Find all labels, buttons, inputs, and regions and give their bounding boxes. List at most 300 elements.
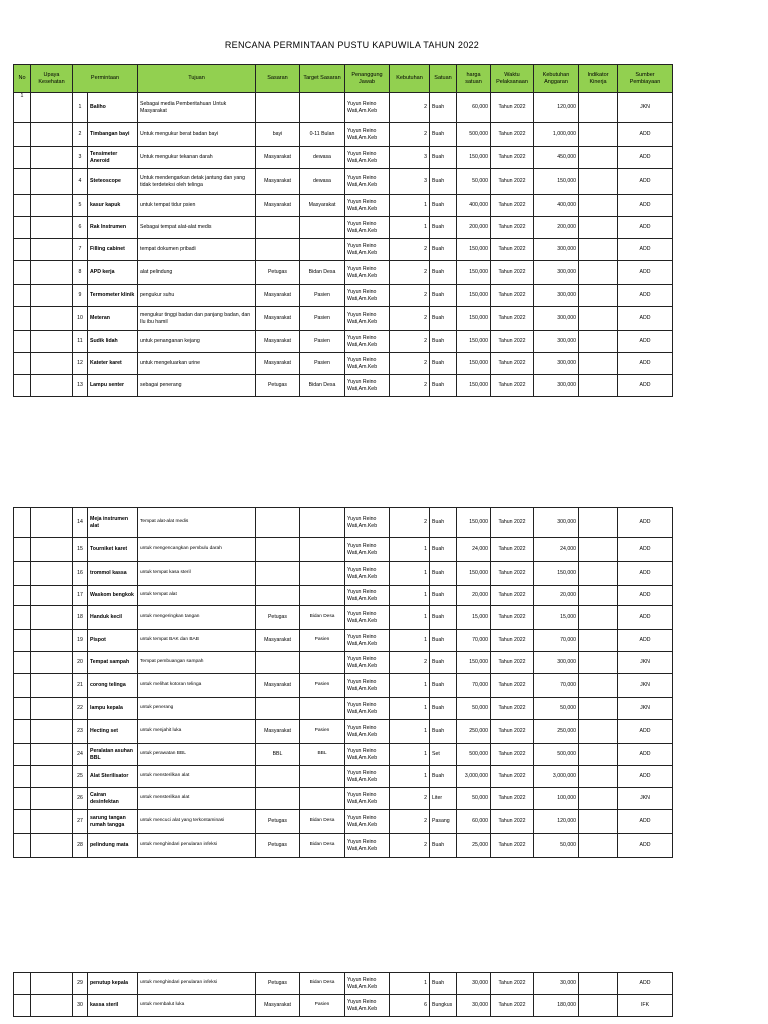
item-name: Cairan desinfektan <box>88 788 138 810</box>
unit: Buah <box>430 674 457 698</box>
funding-source: JKN <box>618 788 673 810</box>
unit: Bungkus <box>430 995 457 1017</box>
unit-price: 60,000 <box>457 93 491 123</box>
implementation-time: Tahun 2022 <box>491 834 534 858</box>
item-index: 23 <box>73 720 88 744</box>
budget: 120,000 <box>534 810 579 834</box>
table-row <box>14 195 673 217</box>
implementation-time: Tahun 2022 <box>491 538 534 562</box>
funding-source: ADD <box>618 744 673 766</box>
performance-indicator <box>579 562 618 586</box>
item-name: Timbangan bayi <box>88 123 138 147</box>
implementation-time: Tahun 2022 <box>491 331 534 353</box>
upaya-kesehatan <box>31 217 73 239</box>
target-detail: Bidan Desa <box>300 810 345 834</box>
implementation-time: Tahun 2022 <box>491 195 534 217</box>
funding-source: ADD <box>618 307 673 331</box>
header-performance-indicator: Indikator Kinerja <box>579 65 618 93</box>
implementation-time: Tahun 2022 <box>491 652 534 674</box>
target-group: Masyarakat <box>256 147 300 169</box>
item-index: 20 <box>73 652 88 674</box>
upaya-kesehatan <box>31 744 73 766</box>
purpose: untuk menghindari penularan infeksi <box>138 834 256 858</box>
target-detail: Pasien <box>300 353 345 375</box>
table-row <box>14 169 673 195</box>
item-index: 29 <box>73 973 88 995</box>
funding-source: ADD <box>618 834 673 858</box>
item-name: trommol kassa <box>88 562 138 586</box>
header-upaya-kesehatan: Upaya Kesehatan <box>31 65 73 93</box>
item-name: Waskom bengkok <box>88 586 138 606</box>
target-detail: 0-11 Bulan <box>300 123 345 147</box>
target-group <box>256 766 300 788</box>
upaya-kesehatan <box>31 720 73 744</box>
implementation-time: Tahun 2022 <box>491 788 534 810</box>
funding-source: ADD <box>618 239 673 261</box>
upaya-kesehatan <box>31 674 73 698</box>
quantity: 1 <box>390 562 430 586</box>
performance-indicator <box>579 606 618 630</box>
funding-source: ADD <box>618 810 673 834</box>
performance-indicator <box>579 239 618 261</box>
row-number <box>14 217 31 239</box>
table-header-row <box>14 65 673 93</box>
quantity: 6 <box>390 995 430 1017</box>
upaya-kesehatan <box>31 169 73 195</box>
quantity: 2 <box>390 123 430 147</box>
purpose: tempat dokumen pribadi <box>138 239 256 261</box>
row-number <box>14 788 31 810</box>
target-group: Petugas <box>256 810 300 834</box>
item-index: 21 <box>73 674 88 698</box>
row-number <box>14 147 31 169</box>
quantity: 2 <box>390 810 430 834</box>
funding-source: ADD <box>618 586 673 606</box>
item-name: Meja instrumen alat <box>88 508 138 538</box>
target-detail: dewasa <box>300 147 345 169</box>
unit-price: 150,000 <box>457 239 491 261</box>
target-group: Masyarakat <box>256 307 300 331</box>
quantity: 2 <box>390 239 430 261</box>
target-group: Masyarakat <box>256 195 300 217</box>
item-index: 11 <box>73 331 88 353</box>
budget: 180,000 <box>534 995 579 1017</box>
purpose: untuk membalut luka <box>138 995 256 1017</box>
purpose: sebagai penerang <box>138 375 256 397</box>
purpose: untuk mengeluarkan urine <box>138 353 256 375</box>
header-purpose: Tujuan <box>138 65 256 93</box>
upaya-kesehatan <box>31 834 73 858</box>
target-detail: BBL <box>300 744 345 766</box>
target-detail: Pasien <box>300 331 345 353</box>
upaya-kesehatan <box>31 261 73 285</box>
unit: Liter <box>430 788 457 810</box>
funding-source: JKN <box>618 698 673 720</box>
performance-indicator <box>579 123 618 147</box>
unit-price: 150,000 <box>457 375 491 397</box>
funding-source: ADD <box>618 630 673 652</box>
row-number <box>14 307 31 331</box>
table-row <box>14 375 673 397</box>
purpose: untuk mengeringkan tangan <box>138 606 256 630</box>
quantity: 2 <box>390 93 430 123</box>
item-index: 19 <box>73 630 88 652</box>
target-group: Petugas <box>256 261 300 285</box>
table-row <box>14 353 673 375</box>
purpose: Untuk mendengarkan detak jantung dan yang tidak terdeteksi oleh telinga <box>138 169 256 195</box>
table-row <box>14 123 673 147</box>
row-number <box>14 720 31 744</box>
unit-price: 400,000 <box>457 195 491 217</box>
item-index: 4 <box>73 169 88 195</box>
performance-indicator <box>579 744 618 766</box>
row-number: 1 <box>14 93 31 123</box>
quantity: 1 <box>390 698 430 720</box>
target-detail <box>300 508 345 538</box>
row-number <box>14 586 31 606</box>
person-in-charge: Yuyun Reino Wati,Am.Keb <box>345 788 390 810</box>
implementation-time: Tahun 2022 <box>491 586 534 606</box>
performance-indicator <box>579 195 618 217</box>
implementation-time: Tahun 2022 <box>491 261 534 285</box>
quantity: 1 <box>390 586 430 606</box>
implementation-time: Tahun 2022 <box>491 810 534 834</box>
unit-price: 500,000 <box>457 123 491 147</box>
quantity: 2 <box>390 652 430 674</box>
table-row <box>14 586 673 606</box>
implementation-time: Tahun 2022 <box>491 744 534 766</box>
unit-price: 150,000 <box>457 261 491 285</box>
header-item-name: Permintaan <box>73 65 138 93</box>
unit: Buah <box>430 698 457 720</box>
table-row <box>14 217 673 239</box>
budget: 100,000 <box>534 788 579 810</box>
table-row <box>14 744 673 766</box>
header-unit: Satuan <box>430 65 457 93</box>
quantity: 2 <box>390 353 430 375</box>
target-group <box>256 93 300 123</box>
item-index: 30 <box>73 995 88 1017</box>
row-number <box>14 169 31 195</box>
table-row <box>14 147 673 169</box>
performance-indicator <box>579 538 618 562</box>
purpose: untuk mencuci alat yang terkontaminasi <box>138 810 256 834</box>
unit: Buah <box>430 195 457 217</box>
quantity: 3 <box>390 147 430 169</box>
unit: Buah <box>430 720 457 744</box>
budget: 250,000 <box>534 720 579 744</box>
unit: Buah <box>430 834 457 858</box>
item-index: 15 <box>73 538 88 562</box>
row-number <box>14 353 31 375</box>
performance-indicator <box>579 995 618 1017</box>
item-index: 17 <box>73 586 88 606</box>
table-row <box>14 973 673 995</box>
person-in-charge: Yuyun Reino Wati,Am.Keb <box>345 973 390 995</box>
performance-indicator <box>579 652 618 674</box>
unit: Buah <box>430 508 457 538</box>
implementation-time: Tahun 2022 <box>491 285 534 307</box>
budget: 300,000 <box>534 353 579 375</box>
person-in-charge: Yuyun Reino Wati,Am.Keb <box>345 674 390 698</box>
header-funding-source: Sumber Pembiayaan <box>618 65 673 93</box>
quantity: 1 <box>390 720 430 744</box>
target-detail: Bidan Desa <box>300 606 345 630</box>
item-name: Tensimeter Aneroid <box>88 147 138 169</box>
person-in-charge: Yuyun Reino Wati,Am.Keb <box>345 261 390 285</box>
target-group: Masyarakat <box>256 995 300 1017</box>
upaya-kesehatan <box>31 195 73 217</box>
unit-price: 50,000 <box>457 788 491 810</box>
target-detail <box>300 217 345 239</box>
item-name: Meteran <box>88 307 138 331</box>
purpose: Untuk mengukur tekanan darah <box>138 147 256 169</box>
item-index: 26 <box>73 788 88 810</box>
performance-indicator <box>579 698 618 720</box>
budget: 150,000 <box>534 169 579 195</box>
budget: 30,000 <box>534 973 579 995</box>
target-group: Petugas <box>256 606 300 630</box>
funding-source: ADD <box>618 195 673 217</box>
unit-price: 30,000 <box>457 995 491 1017</box>
upaya-kesehatan <box>31 285 73 307</box>
item-name: corong telinga <box>88 674 138 698</box>
target-group: Masyarakat <box>256 285 300 307</box>
performance-indicator <box>579 508 618 538</box>
unit-price: 60,000 <box>457 810 491 834</box>
quantity: 1 <box>390 606 430 630</box>
person-in-charge: Yuyun Reino Wati,Am.Keb <box>345 217 390 239</box>
implementation-time: Tahun 2022 <box>491 375 534 397</box>
budget: 24,000 <box>534 538 579 562</box>
quantity: 2 <box>390 307 430 331</box>
unit-price: 150,000 <box>457 285 491 307</box>
quantity: 1 <box>390 195 430 217</box>
implementation-time: Tahun 2022 <box>491 217 534 239</box>
performance-indicator <box>579 375 618 397</box>
unit-price: 150,000 <box>457 562 491 586</box>
person-in-charge: Yuyun Reino Wati,Am.Keb <box>345 630 390 652</box>
row-number <box>14 674 31 698</box>
quantity: 2 <box>390 834 430 858</box>
unit-price: 70,000 <box>457 674 491 698</box>
item-name: Termometer klinik <box>88 285 138 307</box>
person-in-charge: Yuyun Reino Wati,Am.Keb <box>345 285 390 307</box>
target-group: Masyarakat <box>256 331 300 353</box>
purpose: untuk mensterilkan alat <box>138 766 256 788</box>
quantity: 2 <box>390 375 430 397</box>
purpose: pengukur suhu <box>138 285 256 307</box>
performance-indicator <box>579 586 618 606</box>
item-name: Handuk kecil <box>88 606 138 630</box>
target-detail <box>300 652 345 674</box>
implementation-time: Tahun 2022 <box>491 630 534 652</box>
table-row <box>14 834 673 858</box>
funding-source: ADD <box>618 720 673 744</box>
budget: 70,000 <box>534 630 579 652</box>
funding-source: IFK <box>618 995 673 1017</box>
row-number <box>14 834 31 858</box>
unit: Buah <box>430 307 457 331</box>
person-in-charge: Yuyun Reino Wati,Am.Keb <box>345 123 390 147</box>
target-group <box>256 239 300 261</box>
budget: 1,000,000 <box>534 123 579 147</box>
item-index: 1 <box>73 93 88 123</box>
purpose: mengukur tinggi badan dan panjang badan, dan Ilu ibu hamil <box>138 307 256 331</box>
target-group: BBL <box>256 744 300 766</box>
performance-indicator <box>579 834 618 858</box>
performance-indicator <box>579 307 618 331</box>
table-row <box>14 562 673 586</box>
performance-indicator <box>579 630 618 652</box>
unit-price: 250,000 <box>457 720 491 744</box>
quantity: 2 <box>390 285 430 307</box>
purpose: untuk menghindari penularan infeksi <box>138 973 256 995</box>
target-group <box>256 508 300 538</box>
target-detail: Pasien <box>300 285 345 307</box>
person-in-charge: Yuyun Reino Wati,Am.Keb <box>345 169 390 195</box>
target-group: Petugas <box>256 973 300 995</box>
item-index: 10 <box>73 307 88 331</box>
purpose: untuk penanganan kejang <box>138 331 256 353</box>
target-group <box>256 562 300 586</box>
item-index: 2 <box>73 123 88 147</box>
budget: 3,000,000 <box>534 766 579 788</box>
upaya-kesehatan <box>31 93 73 123</box>
purpose: untuk tempat alat <box>138 586 256 606</box>
upaya-kesehatan <box>31 652 73 674</box>
unit-price: 200,000 <box>457 217 491 239</box>
quantity: 1 <box>390 766 430 788</box>
implementation-time: Tahun 2022 <box>491 239 534 261</box>
upaya-kesehatan <box>31 586 73 606</box>
header-target-group: Sasaran <box>256 65 300 93</box>
performance-indicator <box>579 674 618 698</box>
item-name: Hecting set <box>88 720 138 744</box>
budget: 450,000 <box>534 147 579 169</box>
implementation-time: Tahun 2022 <box>491 720 534 744</box>
table-row <box>14 239 673 261</box>
unit-price: 24,000 <box>457 538 491 562</box>
table-row <box>14 261 673 285</box>
unit-price: 50,000 <box>457 698 491 720</box>
target-detail <box>300 698 345 720</box>
person-in-charge: Yuyun Reino Wati,Am.Keb <box>345 720 390 744</box>
item-name: kasur kapuk <box>88 195 138 217</box>
target-group: Masyarakat <box>256 720 300 744</box>
item-index: 22 <box>73 698 88 720</box>
quantity: 2 <box>390 508 430 538</box>
row-number <box>14 195 31 217</box>
item-name: Peralatan asuhan BBL <box>88 744 138 766</box>
item-name: pelindung mata <box>88 834 138 858</box>
person-in-charge: Yuyun Reino Wati,Am.Keb <box>345 508 390 538</box>
performance-indicator <box>579 169 618 195</box>
target-group <box>256 788 300 810</box>
item-index: 28 <box>73 834 88 858</box>
header-target-detail: Target Sasaran <box>300 65 345 93</box>
performance-indicator <box>579 810 618 834</box>
document-title: RENCANA PERMINTAAN PUSTU KAPUWILA TAHUN 2022 <box>224 40 480 50</box>
performance-indicator <box>579 788 618 810</box>
target-group: Petugas <box>256 375 300 397</box>
upaya-kesehatan <box>31 375 73 397</box>
item-name: Pispot <box>88 630 138 652</box>
unit-price: 20,000 <box>457 586 491 606</box>
target-group <box>256 586 300 606</box>
budget: 50,000 <box>534 834 579 858</box>
target-detail: Pasien <box>300 307 345 331</box>
item-index: 18 <box>73 606 88 630</box>
item-name: Filling cabinet <box>88 239 138 261</box>
item-name: Tempat sampah <box>88 652 138 674</box>
upaya-kesehatan <box>31 353 73 375</box>
implementation-time: Tahun 2022 <box>491 93 534 123</box>
budget: 300,000 <box>534 307 579 331</box>
unit: Buah <box>430 652 457 674</box>
row-number <box>14 261 31 285</box>
purpose: Tempat alat-alat medis <box>138 508 256 538</box>
table-row <box>14 788 673 810</box>
implementation-time: Tahun 2022 <box>491 973 534 995</box>
upaya-kesehatan <box>31 630 73 652</box>
person-in-charge: Yuyun Reino Wati,Am.Keb <box>345 652 390 674</box>
target-detail: Pasien <box>300 995 345 1017</box>
row-number <box>14 375 31 397</box>
table-row <box>14 606 673 630</box>
item-name: Alat Sterilisator <box>88 766 138 788</box>
upaya-kesehatan <box>31 331 73 353</box>
row-number <box>14 652 31 674</box>
purpose: Sebagai media Pemberitahuan Untuk Masyarakat <box>138 93 256 123</box>
funding-source: ADD <box>618 331 673 353</box>
item-name: APD kerja <box>88 261 138 285</box>
funding-source: JKN <box>618 652 673 674</box>
row-number <box>14 744 31 766</box>
unit: Buah <box>430 586 457 606</box>
request-table-page-3 <box>13 972 673 1017</box>
target-group: Masyarakat <box>256 169 300 195</box>
person-in-charge: Yuyun Reino Wati,Am.Keb <box>345 834 390 858</box>
quantity: 1 <box>390 674 430 698</box>
unit: Buah <box>430 147 457 169</box>
row-number <box>14 508 31 538</box>
budget: 300,000 <box>534 285 579 307</box>
target-group: Masyarakat <box>256 353 300 375</box>
person-in-charge: Yuyun Reino Wati,Am.Keb <box>345 331 390 353</box>
implementation-time: Tahun 2022 <box>491 995 534 1017</box>
target-detail <box>300 788 345 810</box>
unit-price: 150,000 <box>457 652 491 674</box>
header-unit-price: harga satuan <box>457 65 491 93</box>
item-name: Lampu senter <box>88 375 138 397</box>
implementation-time: Tahun 2022 <box>491 606 534 630</box>
upaya-kesehatan <box>31 239 73 261</box>
item-name: Rak Instrumen <box>88 217 138 239</box>
row-number <box>14 285 31 307</box>
budget: 500,000 <box>534 744 579 766</box>
table-row <box>14 652 673 674</box>
target-group <box>256 217 300 239</box>
row-number <box>14 562 31 586</box>
funding-source: ADD <box>618 285 673 307</box>
quantity: 1 <box>390 630 430 652</box>
quantity: 1 <box>390 744 430 766</box>
budget: 20,000 <box>534 586 579 606</box>
table-row <box>14 720 673 744</box>
performance-indicator <box>579 353 618 375</box>
implementation-time: Tahun 2022 <box>491 698 534 720</box>
